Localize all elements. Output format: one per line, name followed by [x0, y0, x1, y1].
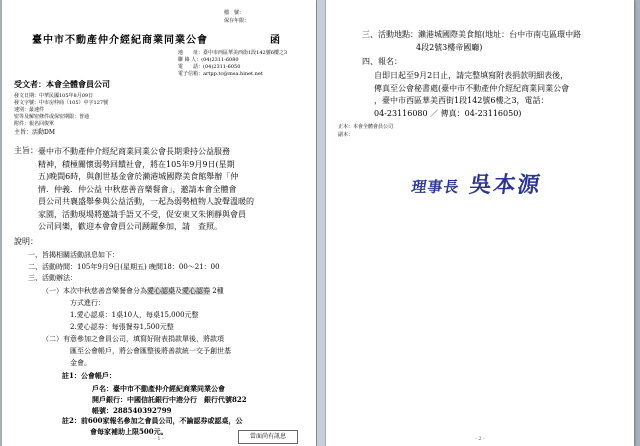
body-paragraph: [38, 146, 254, 234]
speed-class: 速別：最速件: [14, 107, 45, 113]
note-2: 註2：前600家報名參加之會員公司，不論認券或認桌，公: [62, 416, 243, 425]
address-line-4: 電子信箱：artpp.tc@msa.hinet.net: [178, 71, 263, 77]
signature-name: 吳本源: [467, 172, 544, 198]
recipient-value: 本會全體會員公司: [46, 79, 110, 89]
body-line: 精神，積極關懷弱勢回饋社會，將在105年9月9日(星期: [38, 159, 235, 169]
registration-details: [374, 70, 569, 120]
account-bank: 開戶銀行：中國信託銀行中港分行 銀行代號822: [92, 395, 247, 404]
note-item: 一、旨揭相關活動訊息如下：: [28, 251, 119, 259]
note-2-cont: 會每家補助上限500元。: [90, 427, 168, 436]
subject-label: 主旨：: [14, 129, 33, 136]
cc-original: 正本：本會全體會員公司: [338, 124, 394, 130]
item-3-venue: 三、活動地點：瀨港城國際美食館(地址：台中市南屯區環中路: [362, 30, 582, 39]
issue-number: 發文字號：中市房仲商（105）中字127號: [14, 100, 109, 106]
body-line: 公司同樂，歡迎本會會員公司踴躍參加，請 查照。: [38, 222, 222, 231]
page-number: - 2 -: [475, 436, 485, 442]
method-line: 方式進行：: [70, 299, 105, 307]
registration-line: 04-23116080 ／ 傳真：04-23116050): [374, 108, 522, 118]
method-line: 1.愛心認桌：1桌10人，每桌15,000元整: [70, 311, 199, 319]
subject-line: [14, 129, 55, 136]
address-line-2: 聯 絡 人：(04)2311-6080: [178, 57, 239, 63]
recipient-line: [14, 80, 110, 90]
page-gutter: [317, 0, 325, 446]
recipient-label: 受文者：: [14, 79, 46, 89]
method-line: （一）本次中秋慈善音樂餐會分為愛心認桌及愛心認券 2種: [42, 287, 224, 295]
address-line-1: 地 址：臺中市西區華美西街1段142號6樓之3: [178, 50, 288, 56]
body-line: 五)晚間6時，與創世基金會於瀨港城國際美食館舉辦「仲: [38, 172, 239, 181]
file-number-label: 檔 號：: [224, 10, 245, 16]
body-line: 情．仲義．仲公益 中秋慈善音樂餐會」，邀請本會全體會: [38, 184, 237, 194]
document-page-1: [2, 0, 316, 446]
continued-stamp: 當面尚有訊息: [238, 430, 298, 444]
account-details: [92, 383, 247, 416]
body-label: 主旨：: [14, 146, 38, 155]
cc-copy: 副本：: [338, 132, 354, 138]
method-line: 匯至公會帳戶，將公會匯整後將善款統一交予創世基: [70, 347, 231, 355]
method-section: [42, 285, 231, 369]
document-page-2: [326, 0, 634, 446]
issue-date: 發文日期：中華民國105年8月09日: [14, 93, 94, 99]
body-line: 臺中市不動產仲介經紀商業同業公會長期秉持公益服務: [38, 147, 230, 156]
notes-label: 說明：: [14, 237, 38, 246]
item-4-registration: 四、報名：: [362, 57, 402, 66]
note-item: 三、活動辦法：: [28, 274, 77, 282]
security-class: 密等及解密條件或保密期限：普通: [14, 114, 90, 120]
account-number: 帳號：288540392799: [92, 406, 172, 415]
note-item: 二、活動時間：105年9月9日(星期五) 晚間18：00～21：00: [28, 262, 220, 271]
notes-list: [28, 250, 220, 285]
address-line-3: 電 話：(04)2311-6050: [178, 64, 241, 70]
method-line: 2.愛心認券：每張餐券1,500元整: [70, 323, 174, 331]
registration-line: 傳真至公會秘書處(臺中市不動產仲介經紀商業同業公會: [374, 83, 570, 93]
attachment-line: 附件：報名回復單: [14, 121, 55, 127]
retention-label: 保存年限：: [224, 18, 250, 24]
letterhead-type: 函: [270, 35, 280, 46]
page-number: - 1 -: [154, 436, 164, 442]
method-line: （二）有意參加之會員公司，填寫好附表捐款單後，將款項: [42, 335, 224, 343]
account-label: 註1：公會帳戶：: [62, 371, 116, 380]
body-line: 員公司共襄盛舉參與公益活動，一起為弱勢植物人說聲溫暖的: [38, 197, 254, 206]
account-name: 戶名：臺中市不動產仲介經紀商業同業公會: [92, 384, 225, 393]
chairman-signature: [410, 168, 544, 199]
letterhead-title: 臺中市不動產仲介經紀商業同業公會: [32, 35, 208, 46]
item-3-venue-cont: 4段2號3樓帝國廳): [416, 43, 483, 52]
registration-line: ，臺中市西區華美西街1段142號6樓之3，電話：: [374, 96, 549, 105]
subject-value: 活動DM: [32, 129, 55, 136]
registration-line: 自即日起至9月2日止，請完整填寫附表捐款明細表後，: [374, 71, 569, 80]
method-line: 金會。: [70, 359, 91, 367]
signature-title: 理事長: [410, 178, 461, 196]
body-line: 家園，活動現場將邀請手語又不受，促安東又朱俐靜與會員: [38, 209, 246, 219]
